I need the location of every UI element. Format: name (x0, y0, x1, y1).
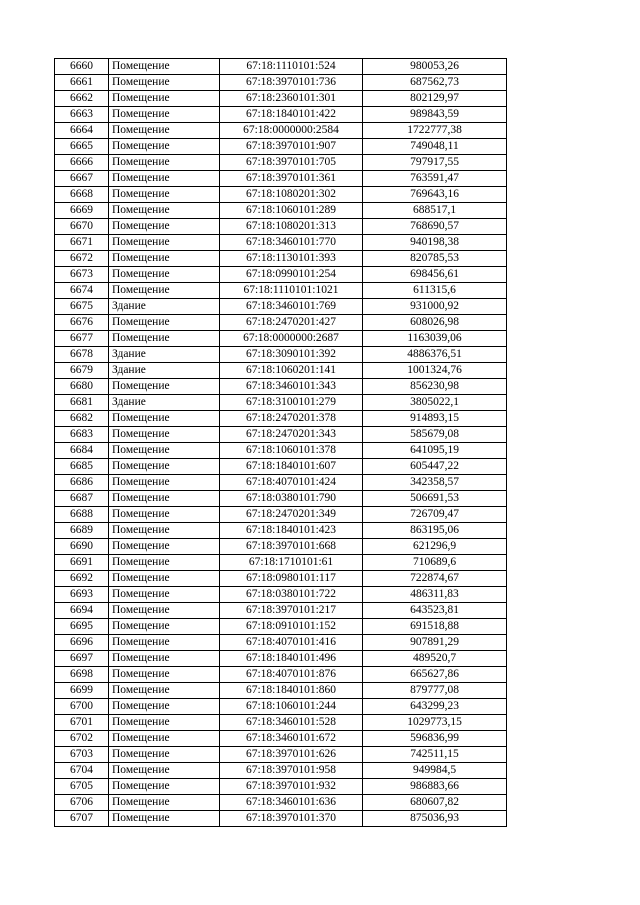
cadastral-number-cell: 67:18:4070101:416 (220, 635, 363, 651)
cadastral-number-cell: 67:18:0000000:2584 (220, 123, 363, 139)
table-row (55, 747, 507, 763)
cadastral-number-cell: 67:18:3970101:958 (220, 763, 363, 779)
cadastral-value-cell: 949984,5 (363, 763, 507, 779)
object-type-cell: Здание (109, 395, 220, 411)
row-number-cell: 6680 (55, 379, 109, 395)
cadastral-value-cell: 486311,83 (363, 587, 507, 603)
cadastral-value-cell: 940198,38 (363, 235, 507, 251)
row-number-cell: 6683 (55, 427, 109, 443)
table-row (55, 571, 507, 587)
cadastral-value-cell: 863195,06 (363, 523, 507, 539)
row-number-cell: 6705 (55, 779, 109, 795)
cadastral-value-cell: 688517,1 (363, 203, 507, 219)
row-number-cell: 6679 (55, 363, 109, 379)
cadastral-number-cell: 67:18:0000000:2687 (220, 331, 363, 347)
property-registry-table (54, 58, 507, 827)
table-row (55, 251, 507, 267)
object-type-cell: Помещение (109, 571, 220, 587)
cadastral-value-cell: 489520,7 (363, 651, 507, 667)
cadastral-number-cell: 67:18:0380101:790 (220, 491, 363, 507)
row-number-cell: 6684 (55, 443, 109, 459)
cadastral-value-cell: 605447,22 (363, 459, 507, 475)
row-number-cell: 6704 (55, 763, 109, 779)
cadastral-number-cell: 67:18:3100101:279 (220, 395, 363, 411)
object-type-cell: Помещение (109, 411, 220, 427)
table-row (55, 107, 507, 123)
cadastral-value-cell: 3805022,1 (363, 395, 507, 411)
registry-table-body (55, 59, 507, 827)
row-number-cell: 6699 (55, 683, 109, 699)
object-type-cell: Помещение (109, 523, 220, 539)
table-row (55, 331, 507, 347)
row-number-cell: 6677 (55, 331, 109, 347)
row-number-cell: 6689 (55, 523, 109, 539)
cadastral-number-cell: 67:18:3460101:769 (220, 299, 363, 315)
cadastral-value-cell: 611315,6 (363, 283, 507, 299)
cadastral-value-cell: 907891,29 (363, 635, 507, 651)
cadastral-number-cell: 67:18:3970101:907 (220, 139, 363, 155)
object-type-cell: Помещение (109, 731, 220, 747)
object-type-cell: Помещение (109, 171, 220, 187)
cadastral-value-cell: 1029773,15 (363, 715, 507, 731)
cadastral-value-cell: 726709,47 (363, 507, 507, 523)
object-type-cell: Помещение (109, 267, 220, 283)
object-type-cell: Помещение (109, 811, 220, 827)
cadastral-value-cell: 1722777,38 (363, 123, 507, 139)
row-number-cell: 6690 (55, 539, 109, 555)
cadastral-number-cell: 67:18:1840101:423 (220, 523, 363, 539)
table-row (55, 267, 507, 283)
cadastral-number-cell: 67:18:1060201:141 (220, 363, 363, 379)
cadastral-value-cell: 665627,86 (363, 667, 507, 683)
row-number-cell: 6661 (55, 75, 109, 91)
object-type-cell: Помещение (109, 475, 220, 491)
object-type-cell: Помещение (109, 155, 220, 171)
cadastral-value-cell: 879777,08 (363, 683, 507, 699)
row-number-cell: 6688 (55, 507, 109, 523)
cadastral-number-cell: 67:18:1080201:302 (220, 187, 363, 203)
cadastral-number-cell: 67:18:1840101:496 (220, 651, 363, 667)
row-number-cell: 6695 (55, 619, 109, 635)
row-number-cell: 6678 (55, 347, 109, 363)
row-number-cell: 6665 (55, 139, 109, 155)
cadastral-number-cell: 67:18:4070101:876 (220, 667, 363, 683)
row-number-cell: 6675 (55, 299, 109, 315)
table-row (55, 651, 507, 667)
cadastral-number-cell: 67:18:1710101:61 (220, 555, 363, 571)
object-type-cell: Помещение (109, 795, 220, 811)
object-type-cell: Помещение (109, 763, 220, 779)
object-type-cell: Здание (109, 363, 220, 379)
table-row (55, 219, 507, 235)
cadastral-number-cell: 67:18:1110101:524 (220, 59, 363, 75)
row-number-cell: 6687 (55, 491, 109, 507)
object-type-cell: Помещение (109, 379, 220, 395)
table-row (55, 539, 507, 555)
table-row (55, 779, 507, 795)
row-number-cell: 6703 (55, 747, 109, 763)
cadastral-value-cell: 4886376,51 (363, 347, 507, 363)
row-number-cell: 6660 (55, 59, 109, 75)
cadastral-value-cell: 585679,08 (363, 427, 507, 443)
table-row (55, 395, 507, 411)
cadastral-value-cell: 986883,66 (363, 779, 507, 795)
object-type-cell: Помещение (109, 667, 220, 683)
object-type-cell: Помещение (109, 555, 220, 571)
cadastral-number-cell: 67:18:3460101:770 (220, 235, 363, 251)
cadastral-number-cell: 67:18:3970101:705 (220, 155, 363, 171)
object-type-cell: Помещение (109, 587, 220, 603)
cadastral-value-cell: 820785,53 (363, 251, 507, 267)
row-number-cell: 6676 (55, 315, 109, 331)
table-row (55, 235, 507, 251)
object-type-cell: Помещение (109, 603, 220, 619)
cadastral-number-cell: 67:18:1840101:607 (220, 459, 363, 475)
object-type-cell: Здание (109, 347, 220, 363)
cadastral-value-cell: 856230,98 (363, 379, 507, 395)
cadastral-number-cell: 67:18:3970101:668 (220, 539, 363, 555)
cadastral-number-cell: 67:18:3970101:370 (220, 811, 363, 827)
object-type-cell: Помещение (109, 107, 220, 123)
object-type-cell: Помещение (109, 59, 220, 75)
cadastral-value-cell: 596836,99 (363, 731, 507, 747)
cadastral-number-cell: 67:18:1060101:289 (220, 203, 363, 219)
cadastral-number-cell: 67:18:1840101:860 (220, 683, 363, 699)
object-type-cell: Здание (109, 299, 220, 315)
table-row (55, 411, 507, 427)
cadastral-value-cell: 641095,19 (363, 443, 507, 459)
row-number-cell: 6693 (55, 587, 109, 603)
cadastral-value-cell: 687562,73 (363, 75, 507, 91)
row-number-cell: 6698 (55, 667, 109, 683)
object-type-cell: Помещение (109, 459, 220, 475)
table-row (55, 363, 507, 379)
cadastral-value-cell: 980053,26 (363, 59, 507, 75)
cadastral-value-cell: 1163039,06 (363, 331, 507, 347)
cadastral-value-cell: 643299,23 (363, 699, 507, 715)
cadastral-number-cell: 67:18:2360101:301 (220, 91, 363, 107)
cadastral-value-cell: 680607,82 (363, 795, 507, 811)
row-number-cell: 6706 (55, 795, 109, 811)
object-type-cell: Помещение (109, 283, 220, 299)
table-row (55, 667, 507, 683)
table-row (55, 555, 507, 571)
cadastral-number-cell: 67:18:3970101:217 (220, 603, 363, 619)
cadastral-number-cell: 67:18:1840101:422 (220, 107, 363, 123)
row-number-cell: 6664 (55, 123, 109, 139)
cadastral-value-cell: 342358,57 (363, 475, 507, 491)
cadastral-value-cell: 710689,6 (363, 555, 507, 571)
cadastral-value-cell: 802129,97 (363, 91, 507, 107)
cadastral-number-cell: 67:18:2470201:378 (220, 411, 363, 427)
row-number-cell: 6668 (55, 187, 109, 203)
table-row (55, 139, 507, 155)
cadastral-value-cell: 763591,47 (363, 171, 507, 187)
row-number-cell: 6663 (55, 107, 109, 123)
table-row (55, 603, 507, 619)
table-row (55, 443, 507, 459)
table-row (55, 683, 507, 699)
object-type-cell: Помещение (109, 539, 220, 555)
table-row (55, 811, 507, 827)
object-type-cell: Помещение (109, 619, 220, 635)
table-row (55, 315, 507, 331)
cadastral-value-cell: 914893,15 (363, 411, 507, 427)
table-row (55, 347, 507, 363)
table-row (55, 523, 507, 539)
table-row (55, 75, 507, 91)
cadastral-value-cell: 768690,57 (363, 219, 507, 235)
table-row (55, 379, 507, 395)
object-type-cell: Помещение (109, 635, 220, 651)
row-number-cell: 6702 (55, 731, 109, 747)
cadastral-number-cell: 67:18:4070101:424 (220, 475, 363, 491)
row-number-cell: 6685 (55, 459, 109, 475)
table-row (55, 427, 507, 443)
object-type-cell: Помещение (109, 123, 220, 139)
row-number-cell: 6674 (55, 283, 109, 299)
table-row (55, 475, 507, 491)
cadastral-number-cell: 67:18:2470201:349 (220, 507, 363, 523)
row-number-cell: 6681 (55, 395, 109, 411)
cadastral-number-cell: 67:18:1110101:1021 (220, 283, 363, 299)
cadastral-number-cell: 67:18:0380101:722 (220, 587, 363, 603)
table-row (55, 587, 507, 603)
row-number-cell: 6670 (55, 219, 109, 235)
cadastral-value-cell: 989843,59 (363, 107, 507, 123)
object-type-cell: Помещение (109, 491, 220, 507)
cadastral-value-cell: 698456,61 (363, 267, 507, 283)
cadastral-number-cell: 67:18:0990101:254 (220, 267, 363, 283)
row-number-cell: 6694 (55, 603, 109, 619)
object-type-cell: Помещение (109, 139, 220, 155)
table-row (55, 299, 507, 315)
object-type-cell: Помещение (109, 91, 220, 107)
cadastral-value-cell: 621296,9 (363, 539, 507, 555)
cadastral-number-cell: 67:18:3460101:636 (220, 795, 363, 811)
row-number-cell: 6667 (55, 171, 109, 187)
row-number-cell: 6707 (55, 811, 109, 827)
table-row (55, 635, 507, 651)
cadastral-number-cell: 67:18:3460101:672 (220, 731, 363, 747)
row-number-cell: 6700 (55, 699, 109, 715)
cadastral-number-cell: 67:18:3970101:736 (220, 75, 363, 91)
object-type-cell: Помещение (109, 235, 220, 251)
cadastral-number-cell: 67:18:3460101:343 (220, 379, 363, 395)
table-row (55, 491, 507, 507)
table-row (55, 459, 507, 475)
cadastral-number-cell: 67:18:2470201:427 (220, 315, 363, 331)
object-type-cell: Помещение (109, 747, 220, 763)
object-type-cell: Помещение (109, 683, 220, 699)
table-row (55, 763, 507, 779)
row-number-cell: 6671 (55, 235, 109, 251)
object-type-cell: Помещение (109, 331, 220, 347)
row-number-cell: 6669 (55, 203, 109, 219)
table-row (55, 715, 507, 731)
cadastral-number-cell: 67:18:1130101:393 (220, 251, 363, 267)
table-row (55, 619, 507, 635)
cadastral-value-cell: 691518,88 (363, 619, 507, 635)
row-number-cell: 6697 (55, 651, 109, 667)
object-type-cell: Помещение (109, 699, 220, 715)
object-type-cell: Помещение (109, 219, 220, 235)
cadastral-value-cell: 797917,55 (363, 155, 507, 171)
cadastral-value-cell: 643523,81 (363, 603, 507, 619)
table-row (55, 283, 507, 299)
cadastral-value-cell: 742511,15 (363, 747, 507, 763)
row-number-cell: 6691 (55, 555, 109, 571)
table-row (55, 795, 507, 811)
table-row (55, 123, 507, 139)
row-number-cell: 6682 (55, 411, 109, 427)
object-type-cell: Помещение (109, 75, 220, 91)
table-row (55, 59, 507, 75)
object-type-cell: Помещение (109, 251, 220, 267)
object-type-cell: Помещение (109, 203, 220, 219)
object-type-cell: Помещение (109, 715, 220, 731)
object-type-cell: Помещение (109, 507, 220, 523)
cadastral-number-cell: 67:18:3970101:361 (220, 171, 363, 187)
row-number-cell: 6666 (55, 155, 109, 171)
cadastral-number-cell: 67:18:3970101:626 (220, 747, 363, 763)
table-row (55, 203, 507, 219)
object-type-cell: Помещение (109, 443, 220, 459)
cadastral-number-cell: 67:18:3090101:392 (220, 347, 363, 363)
cadastral-number-cell: 67:18:2470201:343 (220, 427, 363, 443)
cadastral-value-cell: 931000,92 (363, 299, 507, 315)
cadastral-value-cell: 875036,93 (363, 811, 507, 827)
cadastral-number-cell: 67:18:1080201:313 (220, 219, 363, 235)
cadastral-number-cell: 67:18:1060101:378 (220, 443, 363, 459)
row-number-cell: 6672 (55, 251, 109, 267)
cadastral-number-cell: 67:18:1060101:244 (220, 699, 363, 715)
row-number-cell: 6696 (55, 635, 109, 651)
row-number-cell: 6662 (55, 91, 109, 107)
cadastral-value-cell: 506691,53 (363, 491, 507, 507)
object-type-cell: Помещение (109, 779, 220, 795)
cadastral-value-cell: 722874,67 (363, 571, 507, 587)
table-row (55, 187, 507, 203)
table-row (55, 507, 507, 523)
cadastral-value-cell: 769643,16 (363, 187, 507, 203)
cadastral-number-cell: 67:18:3460101:528 (220, 715, 363, 731)
table-row (55, 731, 507, 747)
object-type-cell: Помещение (109, 187, 220, 203)
table-row (55, 699, 507, 715)
object-type-cell: Помещение (109, 427, 220, 443)
table-row (55, 171, 507, 187)
cadastral-number-cell: 67:18:0910101:152 (220, 619, 363, 635)
cadastral-value-cell: 1001324,76 (363, 363, 507, 379)
cadastral-value-cell: 608026,98 (363, 315, 507, 331)
row-number-cell: 6673 (55, 267, 109, 283)
cadastral-number-cell: 67:18:3970101:932 (220, 779, 363, 795)
table-row (55, 155, 507, 171)
object-type-cell: Помещение (109, 651, 220, 667)
row-number-cell: 6701 (55, 715, 109, 731)
cadastral-number-cell: 67:18:0980101:117 (220, 571, 363, 587)
object-type-cell: Помещение (109, 315, 220, 331)
row-number-cell: 6686 (55, 475, 109, 491)
row-number-cell: 6692 (55, 571, 109, 587)
table-row (55, 91, 507, 107)
cadastral-value-cell: 749048,11 (363, 139, 507, 155)
